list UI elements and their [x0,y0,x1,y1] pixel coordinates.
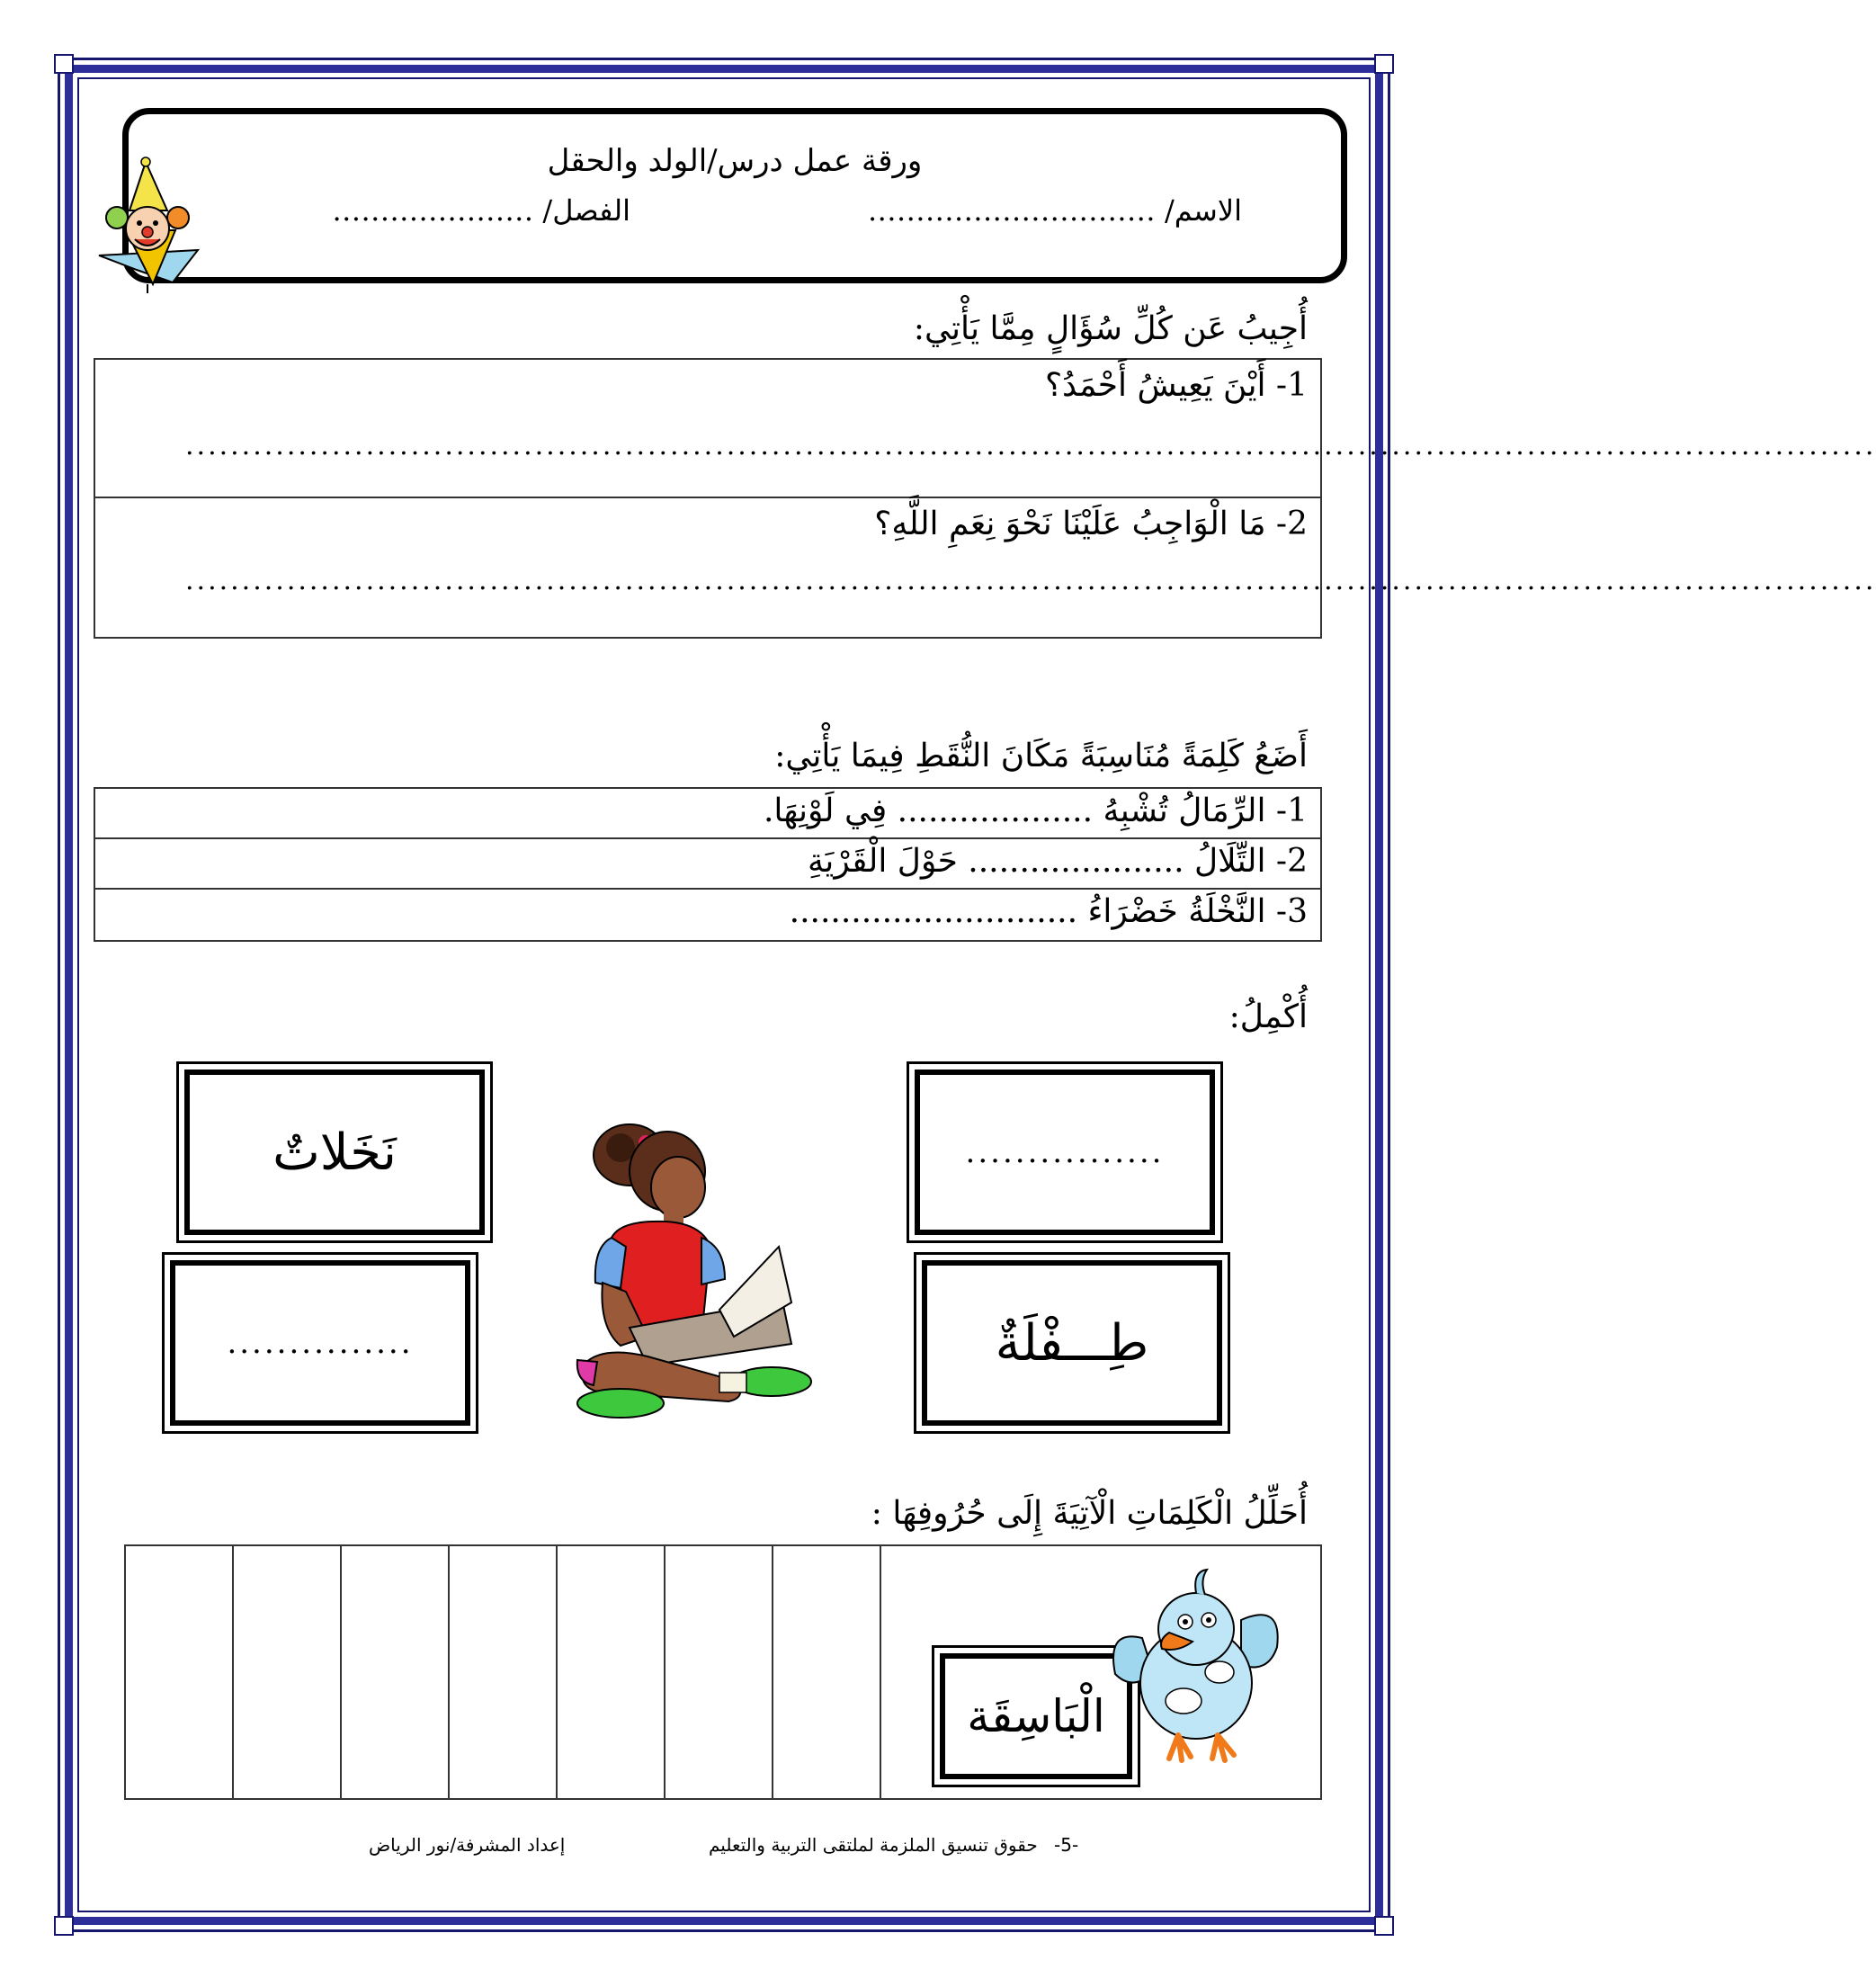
footer-author: إعداد المشرفة/نور الرياض [369,1834,566,1856]
worksheet-header [122,108,1347,283]
letter-cell[interactable] [558,1546,666,1798]
letter-cell[interactable] [234,1546,342,1798]
fill-row[interactable] [95,890,1320,940]
footer-rights: حقوق تنسيق الملزمة لملتقى التربية والتعليم [709,1834,1038,1856]
question-row [95,498,1876,637]
letter-cell[interactable] [342,1546,450,1798]
corner-ornament [1374,1916,1394,1936]
question-row [95,360,1876,498]
fill-sentence: 1- الرِّمَالُ تُشْبِهُ ................... فِي لَوْنِهَا. [763,792,1308,829]
fill-row[interactable] [95,839,1320,890]
section-complete-title: أُكْمِلُ: [1228,998,1308,1035]
name-label: الاسم/ [1164,193,1242,228]
fill-blank-table [94,787,1322,942]
answer-line[interactable]: ...................................................................................................................................................... [185,565,1876,596]
word-cell [881,1546,1320,1798]
fill-row[interactable] [95,789,1320,839]
section-answer-title: أُجِيبُ عَن كُلِّ سُؤَالٍ مِمَّا يَأْتِي: [913,310,1308,347]
word-card [176,1061,493,1243]
word-card-text: طِـــفْلَةٌ [922,1260,1222,1426]
word-card[interactable] [162,1252,478,1434]
class-label: الفصل/ [542,193,630,228]
word-card-blank: ................ [915,1070,1215,1235]
name-field[interactable] [868,193,1242,228]
girl-reading-illustration [567,1112,818,1427]
name-dots: ………………………… [867,193,1156,228]
corner-ornament [54,54,74,74]
word-card[interactable] [907,1061,1223,1243]
bird-illustration [1106,1566,1286,1773]
analyze-word: الْبَاسِقَة [940,1653,1132,1779]
word-card [914,1252,1230,1434]
corner-ornament [1374,54,1394,74]
fill-sentence: 3- النَّخْلَةُ خَضْرَاءُ ............................ [789,893,1308,930]
letter-cell[interactable] [126,1546,234,1798]
letter-cell[interactable] [666,1546,773,1798]
word-card-blank: ............... [170,1260,470,1426]
questions-table [94,358,1876,639]
class-field[interactable] [332,193,630,228]
section-fill-title: أَضَعُ كَلِمَةً مُنَاسِبَةً مَكَانَ النُّقَطِ فِيمَا يَأْتِي: [774,738,1308,774]
clown-illustration [90,158,211,293]
footer-page-number: -5- [1054,1834,1079,1856]
worksheet-title: ورقة عمل درس/الولد والحقل [547,143,923,179]
letter-cell[interactable] [773,1546,881,1798]
question-text: 1- أَيْنَ يَعِيشُ أَحْمَدُ؟ [1044,367,1308,404]
question-text: 2- مَا الْوَاجِبُ عَلَيْنَا نَحْوَ نِعَمِ اللَّهِ؟ [874,506,1308,542]
corner-ornament [54,1916,74,1936]
class-dots: ………………… [332,193,534,228]
fill-sentence: 2- التِّلَالُ ..................... حَوْلَ الْقَرْيَةِ [808,843,1308,880]
letters-grid [124,1544,1322,1800]
answer-line[interactable]: ...................................................................................................................................................... [185,430,1876,461]
section-analyze-title: أُحَلِّلُ الْكَلِمَاتِ الْآتِيَةَ إِلَى حُرُوفِهَا : [871,1495,1308,1532]
word-card-text: نَخَلاتٌ [184,1070,485,1235]
letter-cell[interactable] [450,1546,558,1798]
